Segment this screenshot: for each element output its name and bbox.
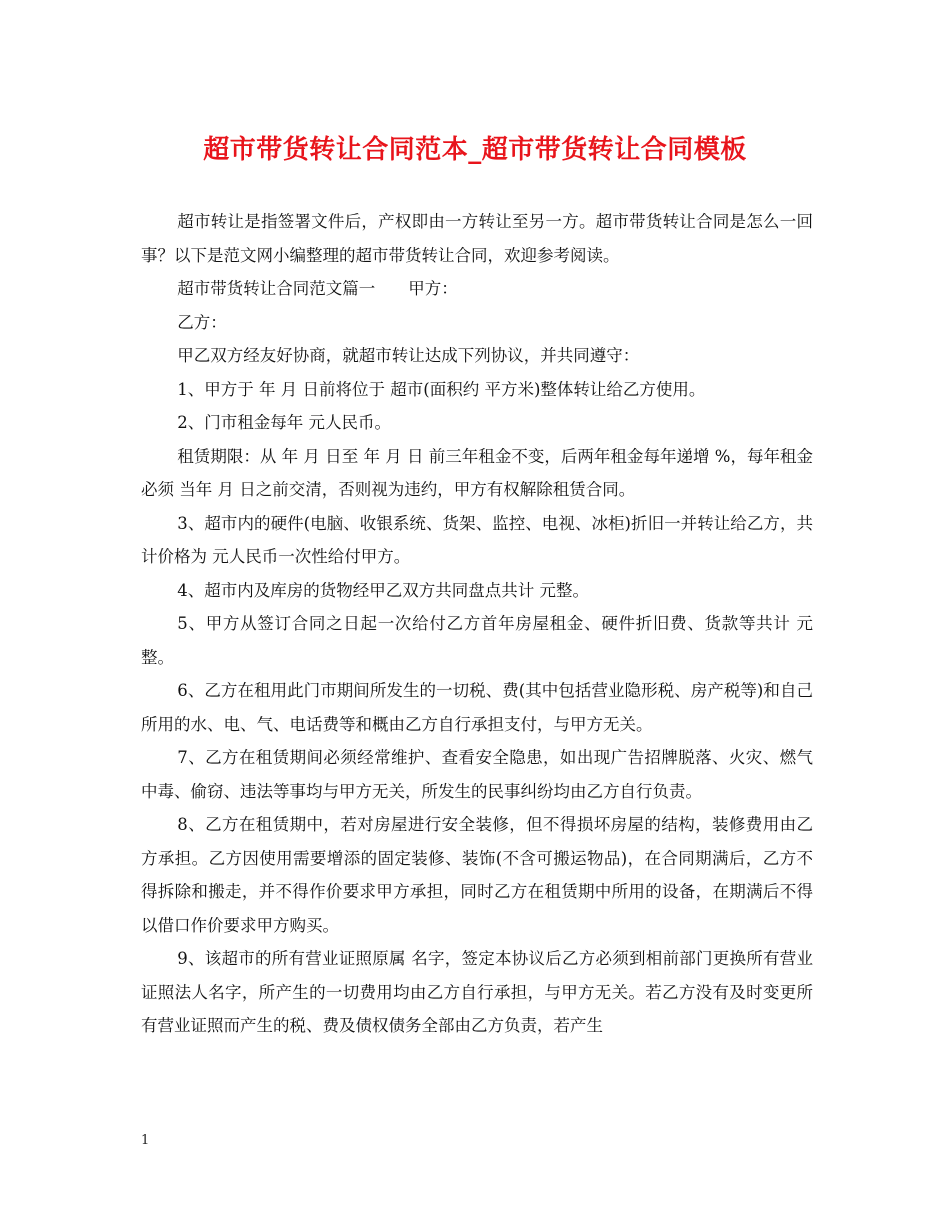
paragraph-party-a: 超市带货转让合同范文篇一 甲方： <box>177 279 458 298</box>
paragraph-clause-1: 1、甲方于 年 月 日前将位于 超市(面积约 平方米)整体转让给乙方使用。 <box>177 379 706 399</box>
paragraph-clause-3: 3、超市内的硬件(电脑、收银系统、货架、监控、电视、冰柜)折旧一并转让给乙方，共计价格为 元人民币一次性给付甲方。 <box>141 513 813 566</box>
document-title: 超市带货转让合同范本_超市带货转让合同模板 <box>203 135 747 165</box>
paragraph-clause-2: 2、门市租金每年 元人民币。 <box>177 413 392 432</box>
paragraph-agreement-preamble: 甲乙双方经友好协商，就超市转让达成下列协议，并共同遵守： <box>177 346 640 365</box>
paragraph-clause-4: 4、超市内及库房的货物经甲乙双方共同盘点共计 元整。 <box>177 580 590 600</box>
page-number: 1 <box>141 1133 150 1148</box>
paragraph-clause-7: 7、乙方在租赁期间必须经常维护、查看安全隐患，如出现广告招牌脱落、火灾、燃气中毒、偷窃、违法等事均与甲方无关，所发生的民事纠纷均由乙方自行负责。 <box>141 748 813 801</box>
paragraph-intro: 超市转让是指签署文件后，产权即由一方转让至另一方。超市带货转让合同是怎么一回事？以下是范文网小编整理的超市带货转让合同，欢迎参考阅读。 <box>141 212 813 265</box>
paragraph-clause-8: 8、乙方在租赁期中，若对房屋进行安全装修，但不得损坏房屋的结构，装修费用由乙方承担。乙方因使用需要增添的固定装修、装饰(不含可搬运物品)，在合同期满后，乙方不得拆除和搬走，并不得作价要求甲方承担，同时乙方在租赁期中所用的设备，在期满后不得以借口作价要求甲方购买。 <box>141 815 813 935</box>
paragraph-party-b: 乙方： <box>177 312 227 332</box>
document-body <box>141 205 813 1043</box>
paragraph-lease-term: 租赁期限：从 年 月 日至 年 月 日 前三年租金不变，后两年租金每年递增 %，每年租金必须 当年 月 日之前交清，否则视为违约，甲方有权解除租赁合同。 <box>141 446 813 499</box>
paragraph-clause-9: 9、该超市的所有营业证照原属 名字，签定本协议后乙方必须到相前部门更换所有营业证照法人名字，所产生的一切费用均由乙方自行承担，与甲方无关。若乙方没有及时变更所有营业证照而产生的税、费及债权债务全部由乙方负责，若产生 <box>141 949 813 1035</box>
paragraph-clause-5: 5、甲方从签订合同之日起一次给付乙方首年房屋租金、硬件折旧费、货款等共计 元整。 <box>141 614 813 667</box>
paragraph-clause-6: 6、乙方在租用此门市期间所发生的一切税、费(其中包括营业隐形税、房产税等)和自己所用的水、电、气、电话费等和概由乙方自行承担支付，与甲方无关。 <box>141 681 813 734</box>
